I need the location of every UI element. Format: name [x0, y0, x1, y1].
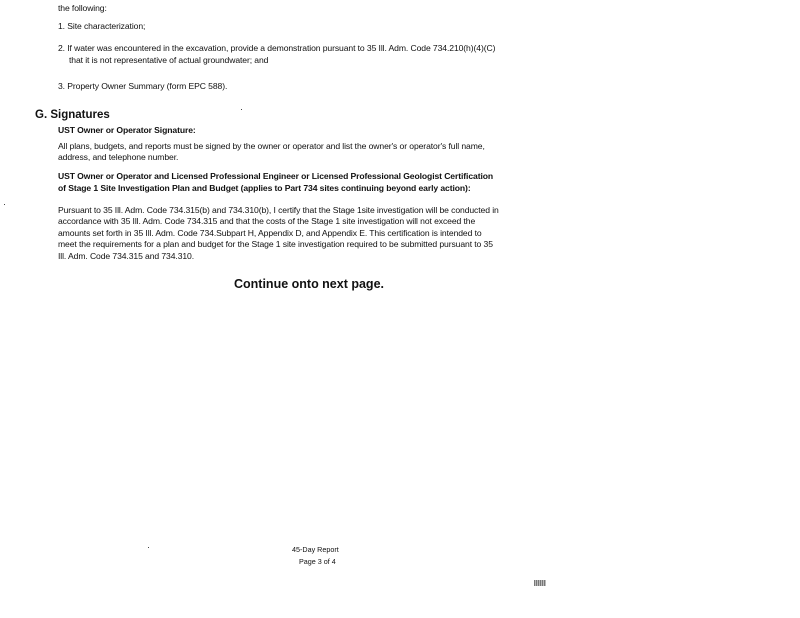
scan-speck [4, 204, 5, 205]
list-item-water-demonstration-continued: that it is not representative of actual groundwater; and [69, 55, 269, 65]
scan-speck [241, 109, 242, 110]
footer-page-number: Page 3 of 4 [299, 557, 336, 566]
certification-text-line: meet the requirements for a plan and budget for the Stage 1 site investigation required to be submitted pursuant to 35 [58, 239, 493, 249]
intro-tail-text: the following: [58, 3, 107, 13]
continue-notice: Continue onto next page. [234, 277, 384, 291]
certification-text-line: amounts set forth in 35 Ill. Adm. Code 734.Subpart H, Appendix D, and Appendix E. This certification is intended to [58, 228, 482, 238]
owner-signature-heading: UST Owner or Operator Signature: [58, 125, 196, 135]
scan-speck [148, 547, 149, 548]
certification-text-line: accordance with 35 Ill. Adm. Code 734.315 and that the costs of the Stage 1 site investigation will not exceed the [58, 216, 476, 226]
certification-text-line: Ill. Adm. Code 734.315 and 734.310. [58, 251, 195, 261]
certification-text-line: Pursuant to 35 Ill. Adm. Code 734.315(b) and 734.310(b), I certify that the Stage 1site investigation will be conducted in [58, 205, 499, 215]
scan-mark-icon [534, 580, 546, 586]
owner-signature-text-line: All plans, budgets, and reports must be signed by the owner or operator and list the owner's or operator's full name, [58, 141, 485, 151]
owner-signature-text-line: address, and telephone number. [58, 152, 179, 162]
list-item-water-demonstration: 2. If water was encountered in the excavation, provide a demonstration pursuant to 35 Ill. Adm. Code 734.210(h)(4)(C) [58, 43, 496, 53]
section-heading-signatures: G. Signatures [35, 109, 110, 121]
list-item-property-owner-summary: 3. Property Owner Summary (form EPC 588). [58, 81, 228, 91]
certification-heading-line: UST Owner or Operator and Licensed Professional Engineer or Licensed Professional Geologist Certification [58, 171, 494, 181]
footer-report-name: 45-Day Report [292, 545, 339, 554]
certification-heading-line: of Stage 1 Site Investigation Plan and Budget (applies to Part 734 sites continuing beyond early action): [58, 183, 471, 193]
list-item-site-characterization: 1. Site characterization; [58, 21, 146, 31]
